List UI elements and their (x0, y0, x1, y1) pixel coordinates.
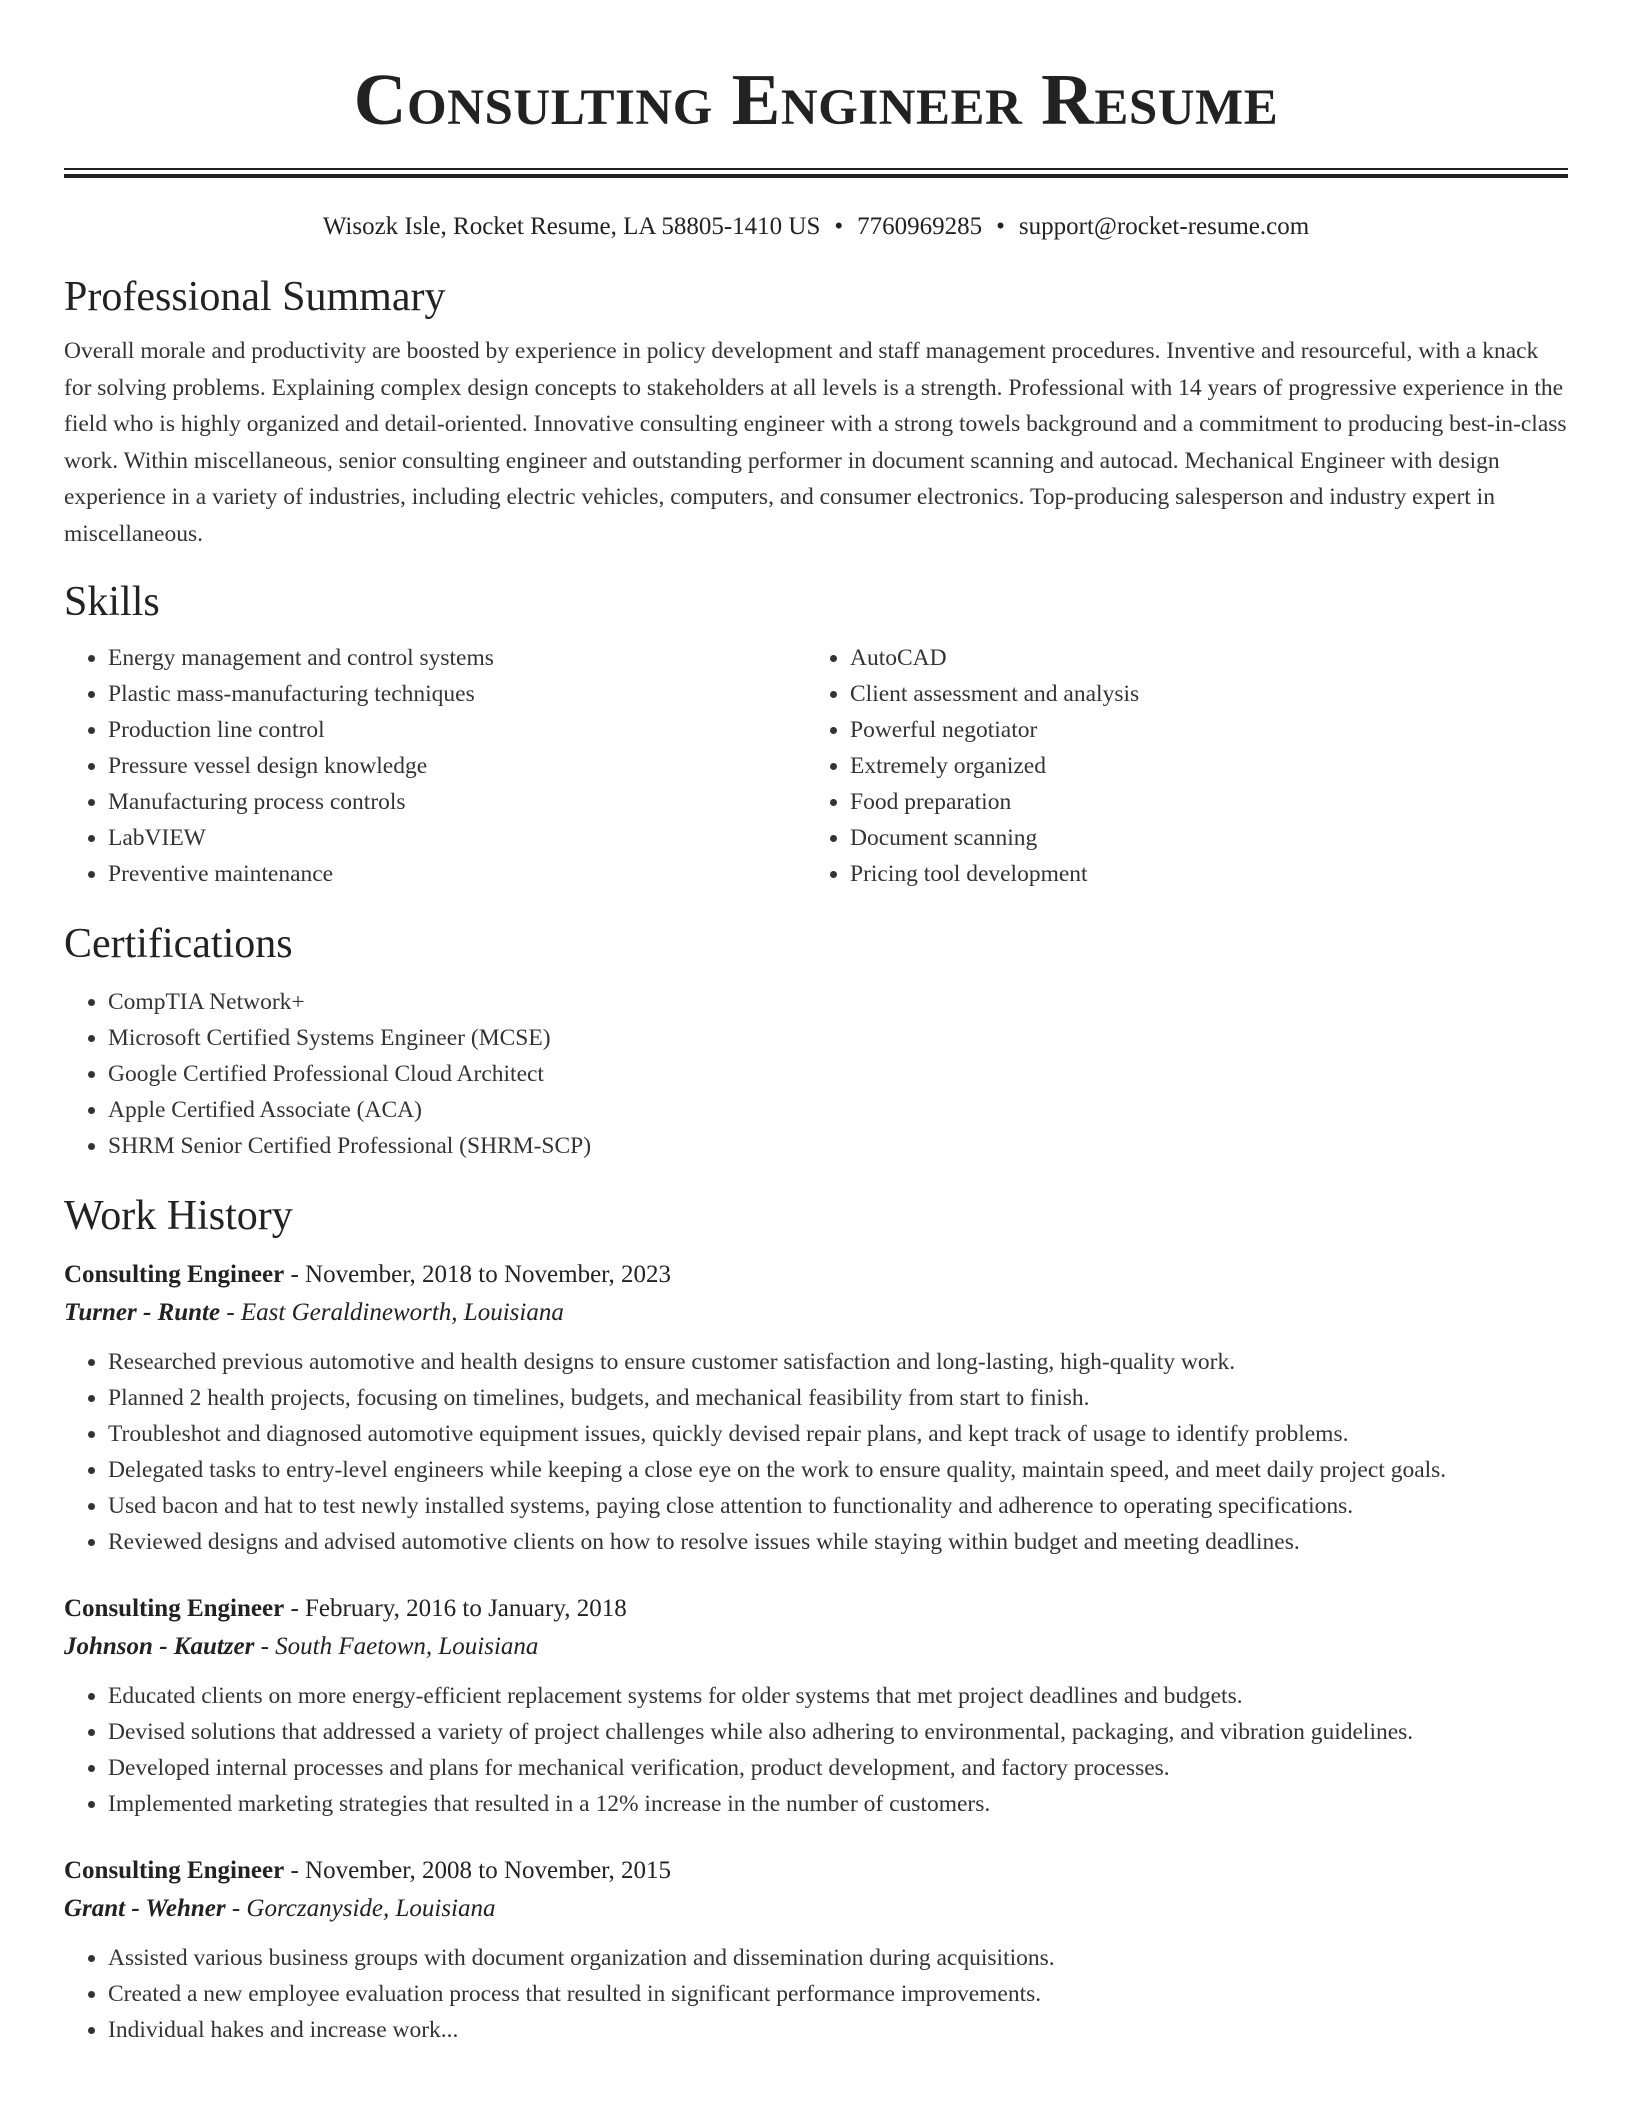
job-bullet: • Developed internal processes and plans for mechanical verification, product development, and factory processes. (108, 1750, 1568, 1786)
job-company: Johnson - Kautzer (64, 1633, 255, 1660)
certification-item: • SHRM Senior Certified Professional (SHRM-SCP) (108, 1128, 1568, 1164)
skill-item: • Document scanning (850, 820, 1548, 856)
skill-item: • Manufacturing process controls (108, 784, 806, 820)
job-bullet: • Assisted various business groups with document organization and dissemination during acquisitions. (108, 1940, 1568, 1976)
job-bullets (64, 1940, 1568, 2048)
job-bullet: • Implemented marketing strategies that resulted in a 12% increase in the number of customers. (108, 1786, 1568, 1822)
certification-item: • Google Certified Professional Cloud Architect (108, 1056, 1568, 1092)
certification-item: • Apple Certified Associate (ACA) (108, 1092, 1568, 1128)
job-bullet: • Used bacon and hat to test newly installed systems, paying close attention to functionality and adherence to operating specifications. (108, 1488, 1568, 1524)
contact-separator: • (834, 213, 844, 240)
contact-email: support@rocket-resume.com (1018, 213, 1310, 240)
skill-item: • Powerful negotiator (850, 712, 1548, 748)
contact-address: Wisozk Isle, Rocket Resume, LA 58805-1410 US (322, 213, 821, 240)
certification-item: • Microsoft Certified Systems Engineer (MCSE) (108, 1020, 1568, 1056)
job-bullet: • Researched previous automotive and health designs to ensure customer satisfaction and long-lasting, high-quality work. (108, 1344, 1568, 1380)
certification-item: • CompTIA Network+ (108, 984, 1568, 1020)
work-history-heading: Work History (64, 1193, 293, 1239)
job-location: - East Geraldineworth, Louisiana (220, 1299, 564, 1326)
skill-item: • Plastic mass-manufacturing techniques (108, 676, 806, 712)
skills-columns (64, 640, 1568, 892)
skills-heading: Skills (64, 579, 160, 625)
job-bullets (64, 1344, 1568, 1560)
job-bullet: • Created a new employee evaluation process that resulted in significant performance improvements. (108, 1976, 1568, 2012)
contact-phone: 7760969285 (857, 213, 983, 240)
job-dates: - November, 2008 to November, 2015 (284, 1857, 671, 1884)
summary-heading: Professional Summary (64, 274, 446, 320)
job-bullet: • Educated clients on more energy-efficient replacement systems for older systems that met project deadlines and budgets. (108, 1678, 1568, 1714)
job-bullet: • Individual hakes and increase work... (108, 2012, 1568, 2048)
job-entry (64, 1256, 1568, 1560)
job-entry (64, 1852, 1568, 2048)
skill-item: • Pressure vessel design knowledge (108, 748, 806, 784)
title-divider (64, 168, 1568, 178)
job-company-line (64, 1628, 1568, 1666)
job-title: Consulting Engineer (64, 1857, 285, 1884)
skill-item: • LabVIEW (108, 820, 806, 856)
job-bullets (64, 1678, 1568, 1822)
job-title: Consulting Engineer (64, 1595, 285, 1622)
job-company-line (64, 1294, 1568, 1332)
job-bullet: • Delegated tasks to entry-level engineers while keeping a close eye on the work to ensure quality, maintain speed, and meet daily project goals. (108, 1452, 1568, 1488)
job-title: Consulting Engineer (64, 1261, 285, 1288)
summary-text: Overall morale and productivity are boosted by experience in policy development and staff management procedures. Inventive and resourceful, with a knack for solving problems. Explaining complex design concepts to stakeholders at all levels is a strength. Professional with 14 years of progressive experience in the field who is highly organized and detail-oriented. Innovative consulting engineer with a strong towels background and a commitment to producing best-in-class work. Within miscellaneous, senior consulting engineer and outstanding performer in document scanning and autocad. Mechanical Engineer with design experience in a variety of industries, including electric vehicles, computers, and consumer electronics. Top-producing salesperson and industry expert in miscellaneous. (64, 338, 1567, 547)
contact-separator: • (996, 213, 1005, 240)
skill-item: • Production line control (108, 712, 806, 748)
skill-item: • Pricing tool development (850, 856, 1548, 892)
job-bullet: • Reviewed designs and advised automotive clients on how to resolve issues while staying within budget and meeting deadlines. (108, 1524, 1568, 1560)
job-location: - South Faetown, Louisiana (254, 1633, 539, 1660)
job-company-line (64, 1890, 1568, 1928)
job-bullet: • Troubleshot and diagnosed automotive equipment issues, quickly devised repair plans, and kept track of usage to identify problems. (108, 1416, 1568, 1452)
job-dates: - February, 2016 to January, 2018 (284, 1595, 627, 1622)
job-location: - Gorczanyside, Louisiana (225, 1895, 496, 1922)
job-title-line (64, 1256, 1568, 1294)
job-title-line (64, 1852, 1568, 1890)
skill-item: • Preventive maintenance (108, 856, 806, 892)
certifications-heading: Certifications (64, 921, 293, 967)
skills-column-left (64, 640, 806, 892)
skill-item: • Extremely organized (850, 748, 1548, 784)
skills-column-right (806, 640, 1548, 892)
skill-item: • Energy management and control systems (108, 640, 806, 676)
resume-title: Consulting Engineer Resume (353, 59, 1279, 140)
skills-list-left (64, 640, 806, 892)
job-company: Turner - Runte (64, 1299, 221, 1326)
skill-item: • Client assessment and analysis (850, 676, 1548, 712)
certifications-list (64, 984, 1568, 1164)
skill-item: • Food preparation (850, 784, 1548, 820)
job-company: Grant - Wehner (64, 1895, 226, 1922)
job-bullet: • Devised solutions that addressed a variety of project challenges while also adhering to environmental, packaging, and vibration guidelines. (108, 1714, 1568, 1750)
contact-line (64, 211, 1568, 243)
job-entry (64, 1590, 1568, 1822)
job-bullet: • Planned 2 health projects, focusing on timelines, budgets, and mechanical feasibility from start to finish. (108, 1380, 1568, 1416)
skills-list-right (806, 640, 1548, 892)
skill-item: • AutoCAD (850, 640, 1548, 676)
job-title-line (64, 1590, 1568, 1628)
job-dates: - November, 2018 to November, 2023 (284, 1261, 671, 1288)
